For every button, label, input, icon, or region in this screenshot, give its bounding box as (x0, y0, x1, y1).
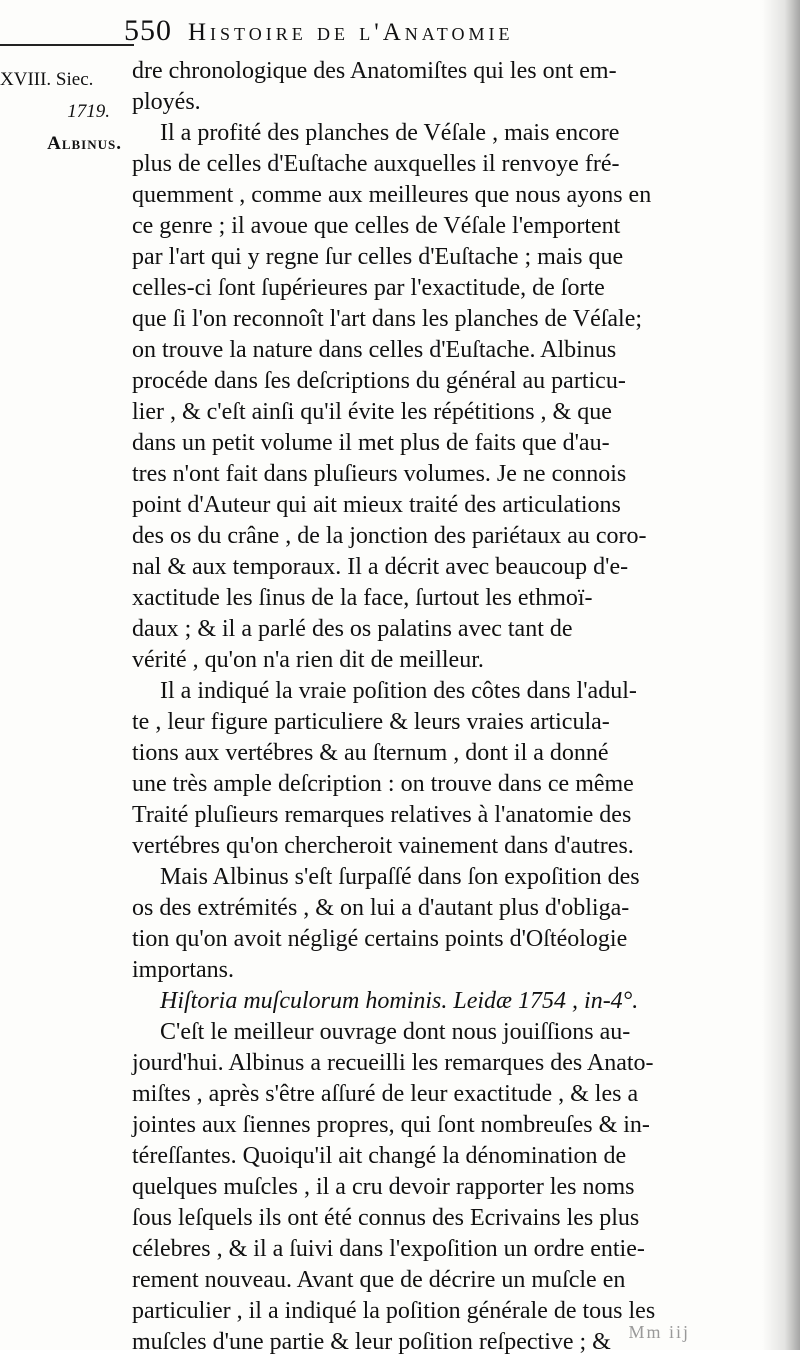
text-line: C'eſt le meilleur ouvrage dont nous jouiſſions au- (160, 1019, 631, 1045)
text-line: une très ample deſcription : on trouve dans ce même (132, 771, 634, 797)
text-line: tion qu'on avoit négligé certains points d'Oſtéologie (132, 926, 628, 952)
text-line: importans. (132, 957, 234, 983)
text-line: tions aux vertébres & au ſternum , dont il a donné (132, 740, 609, 766)
text-line: ployés. (132, 89, 201, 115)
text-line: particulier , il a indiqué la poſition générale de tous les (132, 1298, 656, 1324)
text-line: muſcles d'une partie & leur poſition reſpective ; & (132, 1329, 611, 1355)
text-line: daux ; & il a parlé des os palatins avec tant de (132, 616, 573, 642)
text-line: procéde dans ſes deſcriptions du général au particu- (132, 368, 626, 394)
text-line: te , leur figure particuliere & leurs vraies articula- (132, 709, 610, 735)
body-text (132, 56, 780, 1358)
text-line: Il a indiqué la vraie poſition des côtes dans l'adul- (160, 678, 637, 704)
margin-author: Albinus. (47, 133, 122, 154)
text-line: point d'Auteur qui ait mieux traité des articulations (132, 492, 621, 518)
margin-notes (0, 64, 122, 160)
book-title-line: Hiſtoria muſculorum hominis. Leidæ 1754 , in-4°. (160, 988, 639, 1014)
text-line: os des extrémités , & on lui a d'autant plus d'obliga- (132, 895, 630, 921)
margin-century: XVIII. Siec. (0, 69, 94, 90)
text-line: vérité , qu'on n'a rien dit de meilleur. (132, 647, 484, 673)
text-line: célebres , & il a ſuivi dans l'expoſition un ordre entie- (132, 1236, 645, 1262)
text-line: xactitude les ſinus de la face, ſurtout les ethmoï- (132, 585, 593, 611)
signature-mark: Mm iij (628, 1322, 690, 1342)
text-line: téreſſantes. Quoiqu'il ait changé la dénomination de (132, 1143, 627, 1169)
running-head: Histoire de l'Anatomie (188, 19, 514, 46)
text-line: ſous leſquels ils ont été connus des Ecrivains les plus (132, 1205, 640, 1231)
text-line: plus de celles d'Euſtache auxquelles il renvoye fré- (132, 151, 620, 177)
page-number: 550 (124, 14, 172, 47)
text-line: celles-ci ſont ſupérieures par l'exactitude, de ſorte (132, 275, 605, 301)
text-line: tres n'ont fait dans pluſieurs volumes. Je ne connois (132, 461, 627, 487)
text-line: quelques muſcles , il a cru devoir rapporter les noms (132, 1174, 635, 1200)
text-line: nal & aux temporaux. Il a décrit avec beaucoup d'e- (132, 554, 629, 580)
text-line: ce genre ; il avoue que celles de Véſale l'emportent (132, 213, 621, 239)
text-line: jointes aux ſiennes propres, qui ſont nombreuſes & in- (132, 1112, 650, 1138)
text-line: par l'art qui y regne ſur celles d'Euſtache ; mais que (132, 244, 624, 270)
text-line: rement nouveau. Avant que de décrire un muſcle en (132, 1267, 626, 1293)
text-line: miſtes , après s'être aſſuré de leur exactitude , & les a (132, 1081, 639, 1107)
text-line: Traité pluſieurs remarques relatives à l'anatomie des (132, 802, 632, 828)
text-line: jourd'hui. Albinus a recueilli les remarques des Anato- (132, 1050, 654, 1076)
text-line: Il a profité des planches de Véſale , mais encore (160, 120, 620, 146)
text-line: vertébres qu'on chercheroit vainement dans d'autres. (132, 833, 634, 859)
text-line: quemment , comme aux meilleures que nous ayons en (132, 182, 652, 208)
text-line: des os du crâne , de la jonction des pariétaux au coro- (132, 523, 647, 549)
text-line: Mais Albinus s'eſt ſurpaſſé dans ſon expoſition des (160, 864, 640, 890)
margin-year: 1719. (67, 101, 110, 122)
text-line: que ſi l'on reconnoît l'art dans les planches de Véſale; (132, 306, 643, 332)
text-line: on trouve la nature dans celles d'Euſtache. Albinus (132, 337, 617, 363)
page-header (124, 14, 674, 48)
text-line: dans un petit volume il met plus de faits que d'au- (132, 430, 610, 456)
text-line: lier , & c'eſt ainſi qu'il évite les répétitions , & que (132, 399, 612, 425)
text-line: dre chronologique des Anatomiſtes qui les ont em- (132, 58, 617, 84)
header-rule (0, 44, 134, 46)
